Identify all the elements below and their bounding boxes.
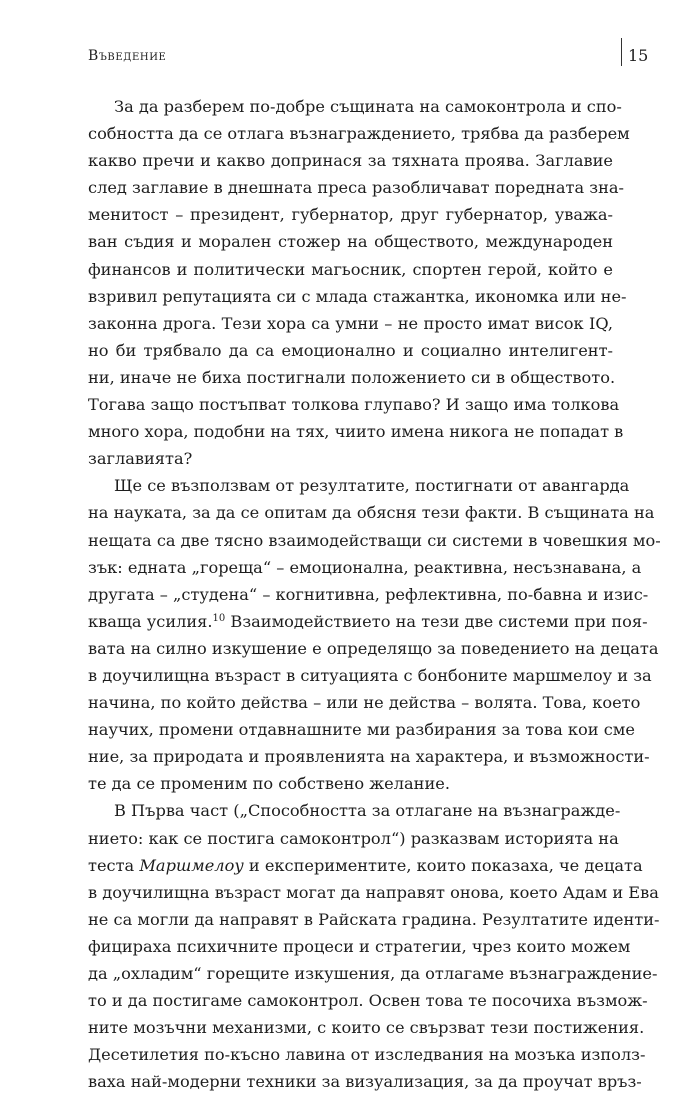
text-line: ни, иначе не биха постигнали положението си в обществото. [88, 367, 616, 387]
text-line: ваха най-модерни техники за визуализация, за да проучат връз- [88, 1072, 642, 1092]
text-line: Десетилетия по-късно лавина от изследвания на мозъка използ- [88, 1045, 646, 1065]
header-divider [621, 38, 622, 66]
page-number: 15 [628, 46, 649, 65]
text-line: вата на силно изкушение е определящо за поведението на децата [88, 638, 659, 658]
text-line: нието: как се постига самоконтрол“) разказвам историята на [88, 828, 619, 848]
text-line: ван съдия и морален стожер на обществото, международен [88, 232, 613, 252]
text-line: ните мозъчни механизми, с които се свързват тези постижения. [88, 1018, 645, 1038]
text-segment: Взаимодействието на тези две системи при поя- [225, 611, 648, 631]
footnote-marker: 10 [212, 612, 226, 624]
text-line: но би трябвало да са емоционално и социално интелигент- [88, 340, 613, 360]
text-line: фицираха психичните процеси и стратегии, чрез които можем [88, 936, 631, 956]
text-line: менитост – президент, губернатор, друг губернатор, уважа- [88, 205, 613, 225]
text-line: зък: едната „гореща“ – емоционална, реактивна, несъзнавана, а [88, 557, 642, 577]
text-segment: кваща усилия. [88, 611, 213, 631]
text-line: ние, за природата и проявленията на характера, и възможности- [88, 747, 650, 767]
text-line: В Първа част („Способността за отлагане на възнагражде- [114, 801, 621, 821]
text-line: не са могли да направят в Райската градина. Резултатите иденти- [88, 909, 660, 929]
text-line: много хора, подобни на тях, чиито имена никога не попадат в [88, 422, 624, 442]
text-line: какво пречи и какво допринася за тяхната проява. Заглавие [88, 151, 613, 171]
text-segment: теста [88, 855, 140, 875]
text-line: след заглавие в днешната преса разобличават поредната зна- [88, 178, 624, 198]
text-line: взривил репутацията си с млада стажантка, икономка или не- [88, 286, 627, 306]
text-line: нещата са две тясно взаимодействащи си системи в човешкия мо- [88, 530, 661, 550]
text-segment: и експериментите, които показаха, че децата [243, 855, 643, 875]
text-line: За да разберем по-добре същината на самоконтрола и спо- [114, 97, 622, 116]
text-line: финансов и политически магьосник, спортен герой, който е [88, 259, 613, 279]
text-line-with-italic [88, 852, 643, 879]
running-header-title: Въведение [88, 48, 167, 64]
italic-term: Маршмелоу [139, 855, 244, 875]
text-line: то и да постигаме самоконтрол. Освен това те посочиха възмож- [88, 991, 648, 1011]
text-line: да „охладим“ горещите изкушения, да отлагаме възнаграждение- [88, 964, 658, 983]
text-line: научих, промени отдавнашните ми разбирания за това кои сме [88, 720, 635, 740]
text-line: другата – „студена“ – когнитивна, рефлективна, по-бавна и изис- [88, 584, 649, 604]
text-line: законна дрога. Тези хора са умни – не просто имат висок IQ, [88, 313, 613, 333]
text-line: в доучилищна възраст в ситуацията с бонбоните маршмелоу и за [88, 665, 652, 685]
text-line: на науката, за да се опитам да обясня тези факти. В същината на [88, 503, 655, 523]
text-line: Тогава защо постъпват толкова глупаво? И защо има толкова [88, 395, 620, 415]
body-text [88, 93, 661, 1095]
text-line: собността да се отлага възнаграждението, трябва да разберем [88, 124, 630, 144]
text-line: начина, по който действа – или не действа – волята. Това, което [88, 693, 641, 713]
text-line: в доучилищна възраст могат да направят онова, което Адам и Ева [88, 882, 659, 902]
text-line: те да се променим по собствено желание. [88, 774, 450, 794]
text-line-with-footnote [88, 608, 648, 635]
text-line: Ще се възползвам от резултатите, постигнати от авангарда [114, 476, 630, 496]
text-line: заглавията? [88, 449, 193, 469]
